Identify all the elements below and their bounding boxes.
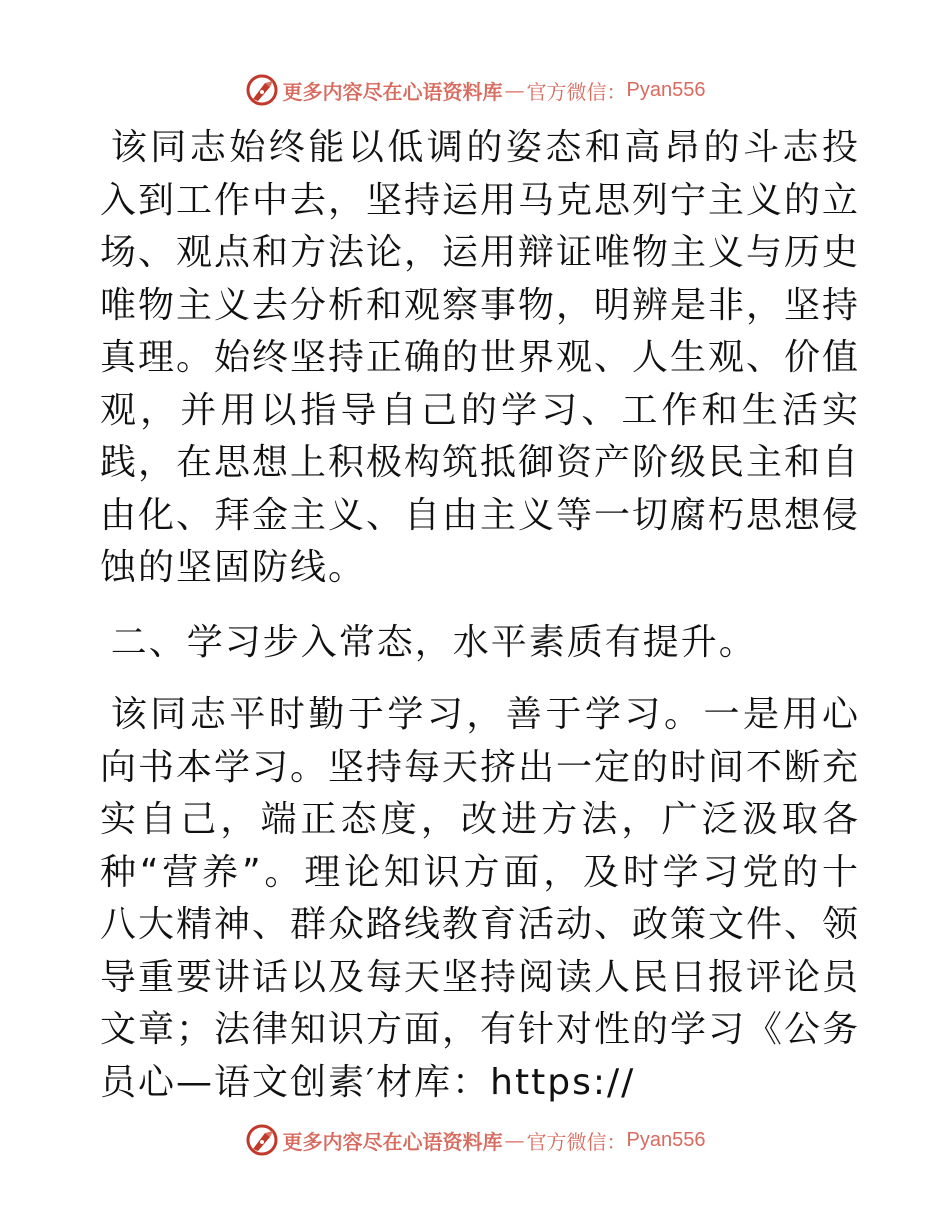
section-heading-2: 二、学习步入常态，水平素质有提升。 (110, 621, 757, 663)
document-body (100, 122, 860, 1109)
footer-watermark (0, 1120, 950, 1160)
watermark-text: 更多内容尽在心语资料库 (282, 1129, 503, 1154)
body-paragraph-2: 该同志平时勤于学习，善于学习。一是用心向书本学习。坚持每天挤出一定的时间不断充实自己，端正态度，改进方法，广泛汲取各种“营养”。理论知识方面，及时学习党的十八大精神、群众路线教育活动、政策文件、领导重要讲话以及每天坚持阅读人民日报评论员文章；法律知识方面，有针对性的学习《公务员心—语文创素′材库：https:// (100, 694, 861, 1103)
pen-nib-circle-icon (245, 73, 279, 107)
watermark-wechat-label: 官方微信： (526, 1129, 627, 1154)
watermark-dash: — (504, 1128, 525, 1152)
watermark-wechat-id: Pyan556 (626, 78, 706, 101)
header-watermark (0, 70, 950, 110)
watermark-dash: — (504, 78, 525, 102)
watermark-wechat-id: Pyan556 (626, 1128, 706, 1151)
watermark-text: 更多内容尽在心语资料库 (282, 79, 503, 104)
pen-nib-circle-icon (245, 1123, 279, 1157)
body-paragraph-1: 该同志始终能以低调的姿态和高昂的斗志投入到工作中去，坚持运用马克思列宁主义的立场、观点和方法论，运用辩证唯物主义与历史唯物主义去分析和观察事物，明辨是非，坚持真理。始终坚持正确的世界观、人生观、价值观，并用以指导自己的学习、工作和生活实践，在思想上积极构筑抵御资产阶级民主和自由化、拜金主义、自由主义等一切腐朽思想侵蚀的坚固防线。 (100, 127, 861, 588)
watermark-wechat-label: 官方微信： (526, 79, 627, 104)
